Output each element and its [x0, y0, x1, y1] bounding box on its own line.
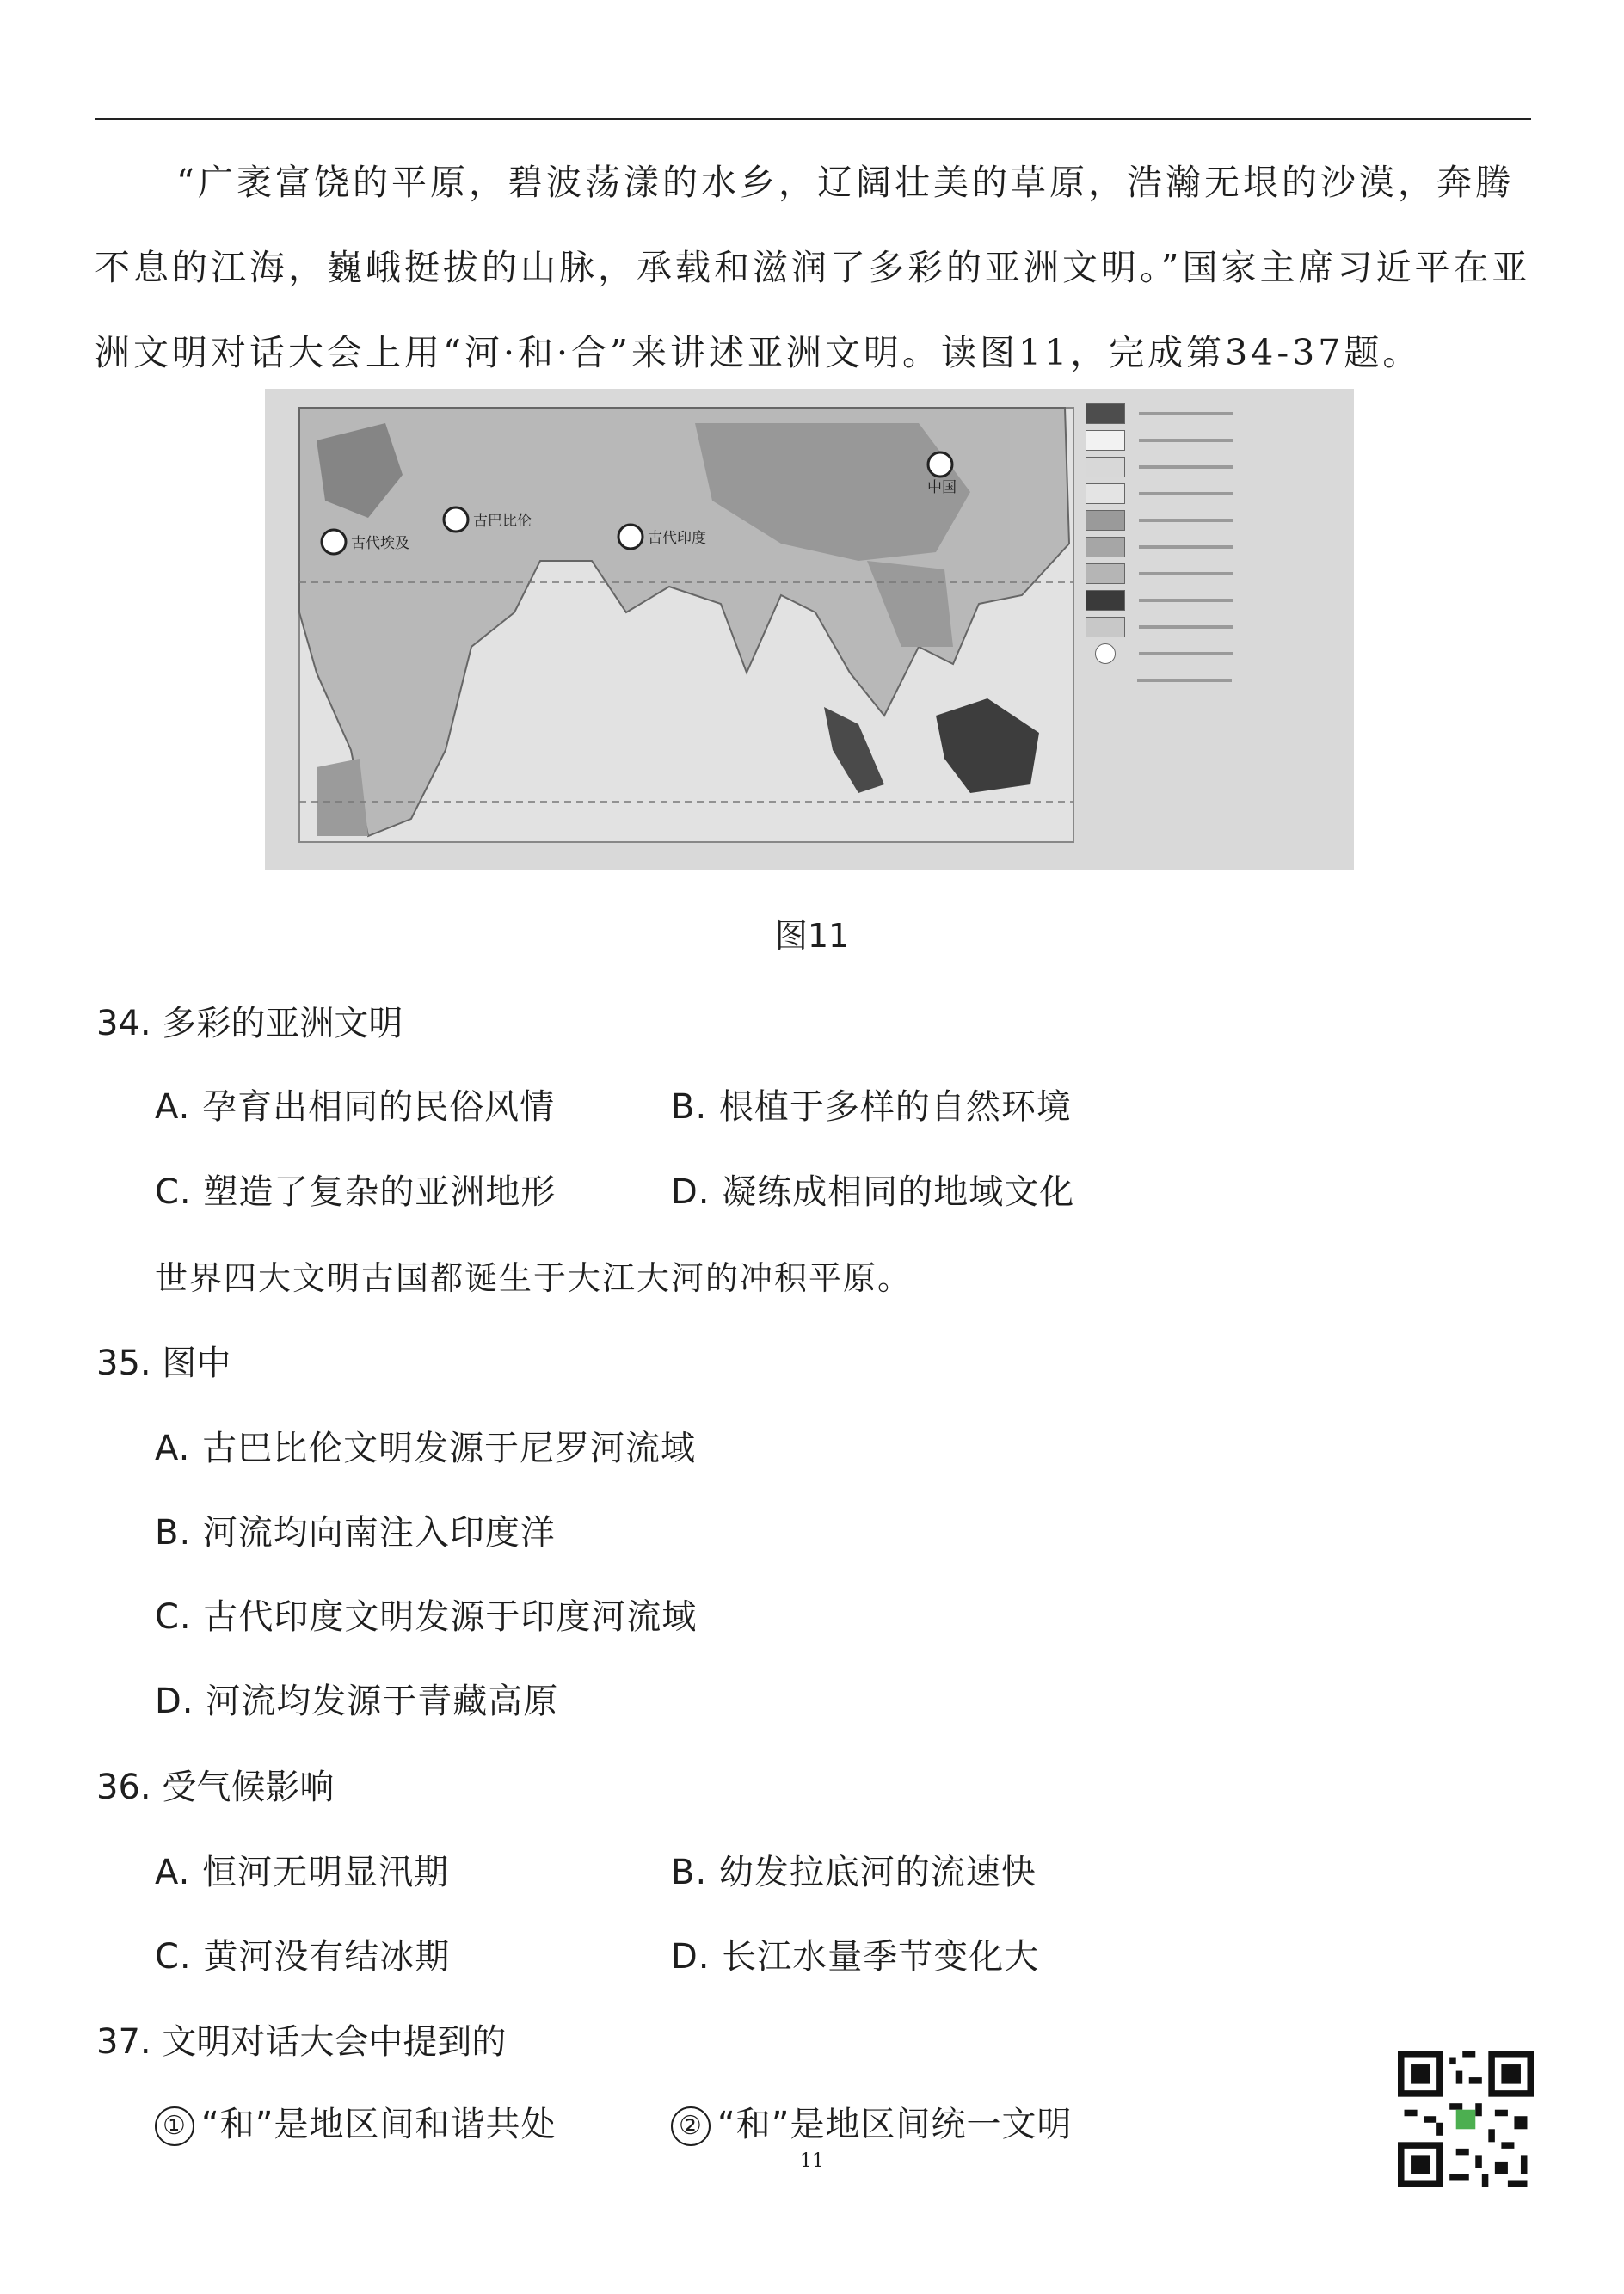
- legend-swatch: [1086, 537, 1125, 557]
- legend-swatch: [1086, 590, 1125, 611]
- legend-row: [1086, 613, 1361, 640]
- legend-swatch: [1086, 457, 1125, 477]
- legend-swatch: [1086, 617, 1125, 637]
- statement-2: [671, 2097, 1072, 2146]
- option-letter: D.: [671, 1172, 710, 1212]
- option-text: 凝练成相同的地域文化: [722, 1172, 1075, 1212]
- legend-row: [1086, 533, 1361, 560]
- map-label-babylon: 古巴比伦: [473, 513, 532, 530]
- option-text: 古代印度文明发源于印度河流域: [203, 1597, 698, 1637]
- legend-row: [1086, 640, 1361, 667]
- legend-label: [1137, 679, 1232, 682]
- figure-caption: 图11: [774, 917, 850, 955]
- option-text: 根植于多样的自然环境: [718, 1087, 1072, 1127]
- legend-swatch-circle: [1095, 643, 1116, 664]
- option-text: 古巴比伦文明发源于尼罗河流域: [202, 1429, 697, 1468]
- legend-label: [1139, 625, 1233, 629]
- legend-label: [1139, 439, 1233, 442]
- option-text: 恒河无明显汛期: [202, 1853, 450, 1892]
- option-b[interactable]: [671, 1079, 1072, 1129]
- legend-swatch: [1086, 671, 1123, 690]
- question-number: 36.: [96, 1768, 151, 1807]
- option-text: 孕育出相同的民俗风情: [202, 1087, 556, 1127]
- question-stem: 图中: [162, 1344, 231, 1383]
- legend-row: [1086, 480, 1361, 507]
- option-text: 塑造了复杂的亚洲地形: [203, 1172, 557, 1212]
- option-d[interactable]: [671, 1929, 1039, 1978]
- option-letter: A.: [155, 1429, 191, 1468]
- legend-row: [1086, 427, 1361, 453]
- option-b[interactable]: [671, 1845, 1037, 1894]
- statement-mark: ①: [155, 2106, 194, 2146]
- option-b[interactable]: [155, 1505, 556, 1554]
- legend-row: [1086, 587, 1361, 613]
- map-label-china: 中国: [927, 479, 957, 496]
- option-a[interactable]: [155, 1421, 696, 1470]
- option-letter: B.: [671, 1087, 708, 1127]
- option-text: 河流均向南注入印度洋: [202, 1513, 556, 1553]
- statement-1: [155, 2097, 556, 2146]
- option-letter: C.: [155, 1597, 192, 1637]
- qr-code-icon: [1398, 2051, 1534, 2187]
- note-between-questions: 世界四大文明古国都诞生于大江大河的冲积平原。: [155, 1259, 913, 1297]
- option-c[interactable]: [155, 1590, 697, 1639]
- legend-row: [1086, 400, 1361, 427]
- option-letter: C.: [155, 1937, 192, 1977]
- map-label-india: 古代印度: [648, 530, 706, 547]
- question-number: 35.: [96, 1344, 151, 1383]
- option-a[interactable]: [155, 1845, 449, 1894]
- legend-label: [1139, 465, 1233, 469]
- option-text: 黄河没有结冰期: [203, 1937, 451, 1977]
- legend-row: [1086, 507, 1361, 533]
- question-37: [96, 2014, 506, 2063]
- question-36: [96, 1760, 334, 1809]
- question-35: [96, 1336, 231, 1385]
- option-a[interactable]: [155, 1079, 555, 1129]
- option-letter: B.: [671, 1853, 708, 1892]
- option-letter: A.: [155, 1853, 191, 1892]
- map-legend: [1086, 400, 1361, 693]
- option-text: 河流均发源于青藏高原: [206, 1682, 559, 1721]
- question-number: 34.: [96, 1004, 151, 1043]
- question-stem: 受气候影响: [162, 1768, 335, 1807]
- legend-swatch: [1086, 510, 1125, 531]
- option-c[interactable]: [155, 1929, 450, 1978]
- question-stem: 多彩的亚洲文明: [162, 1004, 403, 1043]
- question-34: [96, 996, 403, 1045]
- legend-label: [1139, 545, 1233, 549]
- legend-row: [1086, 560, 1361, 587]
- option-c[interactable]: [155, 1165, 556, 1214]
- option-letter: B.: [155, 1513, 192, 1553]
- legend-swatch: [1086, 563, 1125, 584]
- legend-label: [1139, 572, 1233, 575]
- legend-swatch: [1086, 430, 1125, 451]
- statement-text: “和”是地区间和谐共处: [201, 2105, 557, 2144]
- top-rule: [95, 118, 1531, 120]
- question-number: 37.: [96, 2022, 151, 2062]
- option-letter: C.: [155, 1172, 192, 1212]
- legend-label: [1139, 652, 1233, 655]
- legend-swatch: [1086, 483, 1125, 504]
- option-text: 幼发拉底河的流速快: [718, 1853, 1037, 1892]
- legend-row: [1086, 667, 1361, 693]
- map-label-egypt: 古代埃及: [351, 535, 409, 552]
- option-letter: D.: [155, 1682, 194, 1721]
- option-d[interactable]: [671, 1165, 1074, 1214]
- legend-label: [1139, 519, 1233, 522]
- statement-mark: ②: [671, 2106, 710, 2146]
- legend-label: [1139, 412, 1233, 415]
- legend-label: [1139, 599, 1233, 602]
- page-number: 11: [800, 2150, 824, 2172]
- legend-label: [1139, 492, 1233, 495]
- legend-row: [1086, 453, 1361, 480]
- intro-paragraph: “广袤富饶的平原，碧波荡漾的水乡，辽阔壮美的草原，浩瀚无垠的沙漠，奔腾不息的江海，巍峨挺拔的山脉，承载和滋润了多彩的亚洲文明。”国家主席习近平在亚洲文明对话大会上用“河·和·合”来讲述亚洲文明。读图11，完成第34-37题。: [95, 162, 1531, 373]
- option-d[interactable]: [155, 1674, 558, 1723]
- question-stem: 文明对话大会中提到的: [162, 2022, 507, 2062]
- option-letter: D.: [671, 1937, 710, 1977]
- option-text: 长江水量季节变化大: [722, 1937, 1040, 1977]
- option-letter: A.: [155, 1087, 191, 1127]
- statement-text: “和”是地区间统一文明: [717, 2105, 1073, 2144]
- legend-swatch: [1086, 403, 1125, 424]
